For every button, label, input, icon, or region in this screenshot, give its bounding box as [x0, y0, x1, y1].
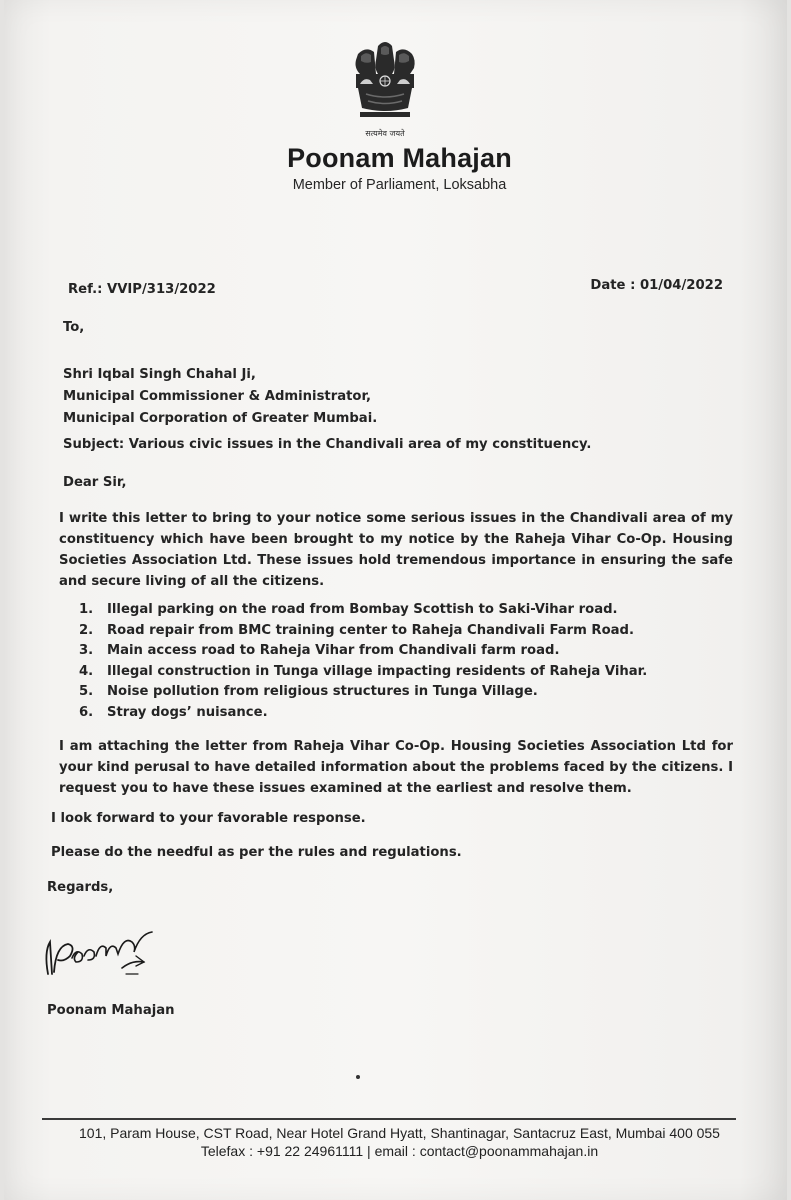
handwritten-signature	[40, 912, 170, 987]
list-item	[79, 641, 647, 662]
national-emblem-icon	[348, 38, 422, 138]
ink-dot	[356, 1075, 360, 1079]
list-item-number: 2.	[79, 622, 94, 638]
list-item	[79, 621, 647, 642]
list-item	[79, 682, 647, 703]
signatory-name: Poonam Mahajan	[47, 1003, 175, 1018]
recipient-line: Municipal Corporation of Greater Mumbai.	[63, 411, 378, 426]
list-item	[79, 703, 647, 724]
body-paragraph-attachment: I am attaching the letter from Raheja Vihar Co-Op. Housing Societies Association Ltd for your kind perusal to have detailed information about the problems faced by the citizens. I request you to have these issues examined at the earliest and resolve them.	[59, 739, 733, 796]
list-item-text: Illegal construction in Tunga village impacting residents of Raheja Vihar.	[107, 663, 648, 679]
body-paragraph-intro: I write this letter to bring to your notice some serious issues in the Chandivali area of my constituency which have been brought to my notice by the Raheja Vihar Co-Op. Housing Societies Association Ltd. These issues hold tremendous importance in ensuring the safe and secure living of all the citizens.	[59, 511, 733, 589]
list-item-text: Main access road to Raheja Vihar from Chandivali farm road.	[107, 643, 560, 658]
issues-list	[79, 600, 647, 723]
footer-address: 101, Param House, CST Road, Near Hotel Grand Hyatt, Shantinagar, Santacruz East, Mumbai 400 055	[79, 1125, 720, 1141]
recipient-line: Shri Iqbal Singh Chahal Ji,	[63, 367, 256, 382]
recipient-address	[63, 364, 377, 430]
list-item-text: Road repair from BMC training center to Raheja Chandivali Farm Road.	[107, 622, 634, 638]
letterhead-name: Poonam Mahajan	[287, 143, 512, 173]
letter-sheet	[4, 0, 787, 1200]
footer-divider	[42, 1118, 736, 1120]
closing-regards: Regards,	[47, 880, 114, 895]
list-item-text: Stray dogs’ nuisance.	[107, 704, 268, 720]
footer-contact: Telefax : +91 22 24961111 | email : contact@poonammahajan.in	[200, 1143, 599, 1159]
list-item-text: Noise pollution from religious structures in Tunga Village.	[107, 684, 538, 699]
list-item-number: 4.	[79, 663, 94, 679]
letterhead-role: Member of Parliament, Loksabha	[292, 177, 507, 193]
recipient-line: Municipal Commissioner & Administrator,	[63, 389, 372, 404]
list-item-number: 5.	[79, 684, 94, 699]
letter-date: Date : 01/04/2022	[590, 278, 723, 293]
salutation-to: To,	[63, 320, 85, 335]
list-item-number: 6.	[79, 704, 94, 720]
list-item-text: Illegal parking on the road from Bombay Scottish to Saki-Vihar road.	[107, 602, 618, 617]
list-item-number: 1.	[79, 602, 94, 617]
emblem-motto: सत्यमेव जयते	[365, 129, 405, 138]
closing-needful: Please do the needful as per the rules and regulations.	[51, 845, 462, 860]
reference-number: Ref.: VVIP/313/2022	[68, 282, 216, 297]
list-item	[79, 662, 647, 683]
list-item	[79, 600, 647, 621]
greeting: Dear Sir,	[63, 475, 127, 490]
subject-line: Subject: Various civic issues in the Chandivali area of my constituency.	[63, 437, 592, 452]
closing-look-forward: I look forward to your favorable response.	[51, 811, 366, 826]
list-item-number: 3.	[79, 643, 94, 658]
